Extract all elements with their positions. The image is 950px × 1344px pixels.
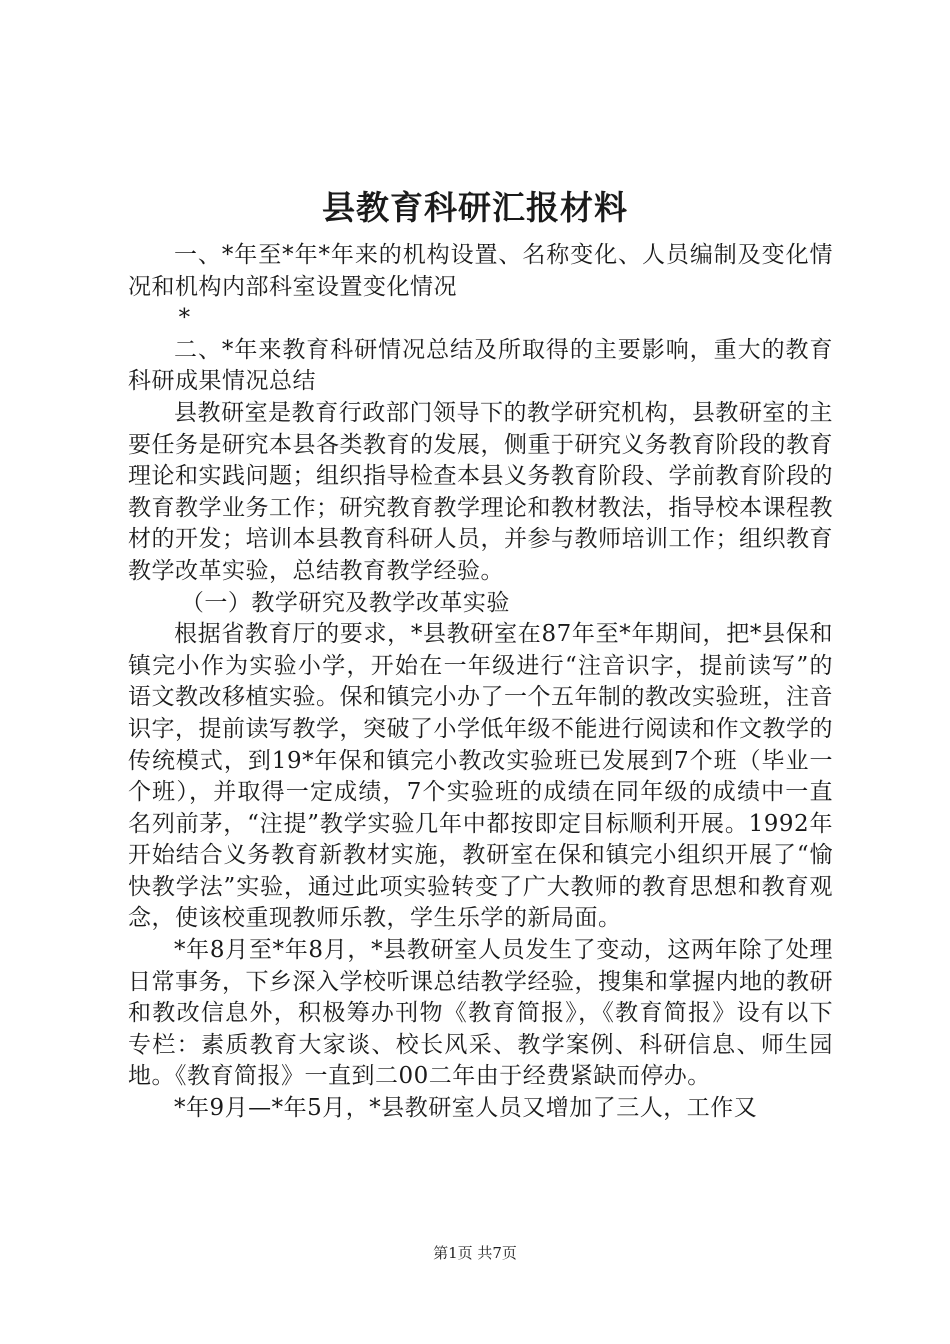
paragraph-staff-change: *年8月至*年8月，*县教研室人员发生了变动，这两年除了处理日常事务，下乡深入学校听课总结教学经验，搜集和掌握内地的教研和教改信息外，积极筹办刊物《教育简报》，《教育简报》设有以下专栏：素质教育大家谈、校长风采、教学案例、科研信息、师生园地。《教育简报》一直到二00二年由于经费紧缺而停办。 bbox=[128, 937, 833, 1090]
document-title: 县教育科研汇报材料 bbox=[322, 188, 628, 227]
page-number-footer: 第1页 共7页 bbox=[433, 1244, 517, 1262]
document-body bbox=[128, 240, 833, 1125]
paragraph-subsection-heading: （一）教学研究及教学改革实验 bbox=[180, 589, 510, 616]
paragraph-placeholder-asterisk: * bbox=[178, 305, 191, 332]
paragraph-section-one-heading: 一、*年至*年*年来的机构设置、名称变化、人员编制及变化情况和机构内部科室设置变化情况 bbox=[128, 242, 833, 300]
paragraph-continuation: *年9月—*年5月，*县教研室人员又增加了三人，工作又 bbox=[174, 1095, 758, 1122]
paragraph-section-two-heading: 二、*年来教育科研情况总结及所取得的主要影响，重大的教育科研成果情况总结 bbox=[128, 336, 833, 395]
paragraph-experiment-history: 根据省教育厅的要求，*县教研室在87年至*年期间，把*县保和镇完小作为实验小学，开始在一年级进行“注音识字，提前读写”的语文教改移植实验。保和镇完小办了一个五年制的教改实验班，注音识字，提前读写教学，突破了小学低年级不能进行阅读和作文教学的传统模式，到19*年保和镇完小教改实验班已发展到7个班（毕业一个班），并取得一定成绩，7个实验班的成绩在同年级的成绩中一直名列前茅，“注提”教学实验几年中都按即定目标顺利开展。1992年开始结合义务教育新教材实施，教研室在保和镇完小组织开展了“愉快教学法”实验，通过此项实验转变了广大教师的教育思想和教育观念，使该校重现教师乐教，学生乐学的新局面。 bbox=[128, 621, 833, 932]
paragraph-office-description: 县教研室是教育行政部门领导下的教学研究机构，县教研室的主要任务是研究本县各类教育的发展，侧重于研究义务教育阶段的教育理论和实践问题；组织指导检查本县义务教育阶段、学前教育阶段的教育教学业务工作；研究教育教学理论和教材教法，指导校本课程教材的开发；培训本县教育科研人员，并参与教师培训工作；组织教育教学改革实验，总结教育教学经验。 bbox=[128, 399, 833, 584]
